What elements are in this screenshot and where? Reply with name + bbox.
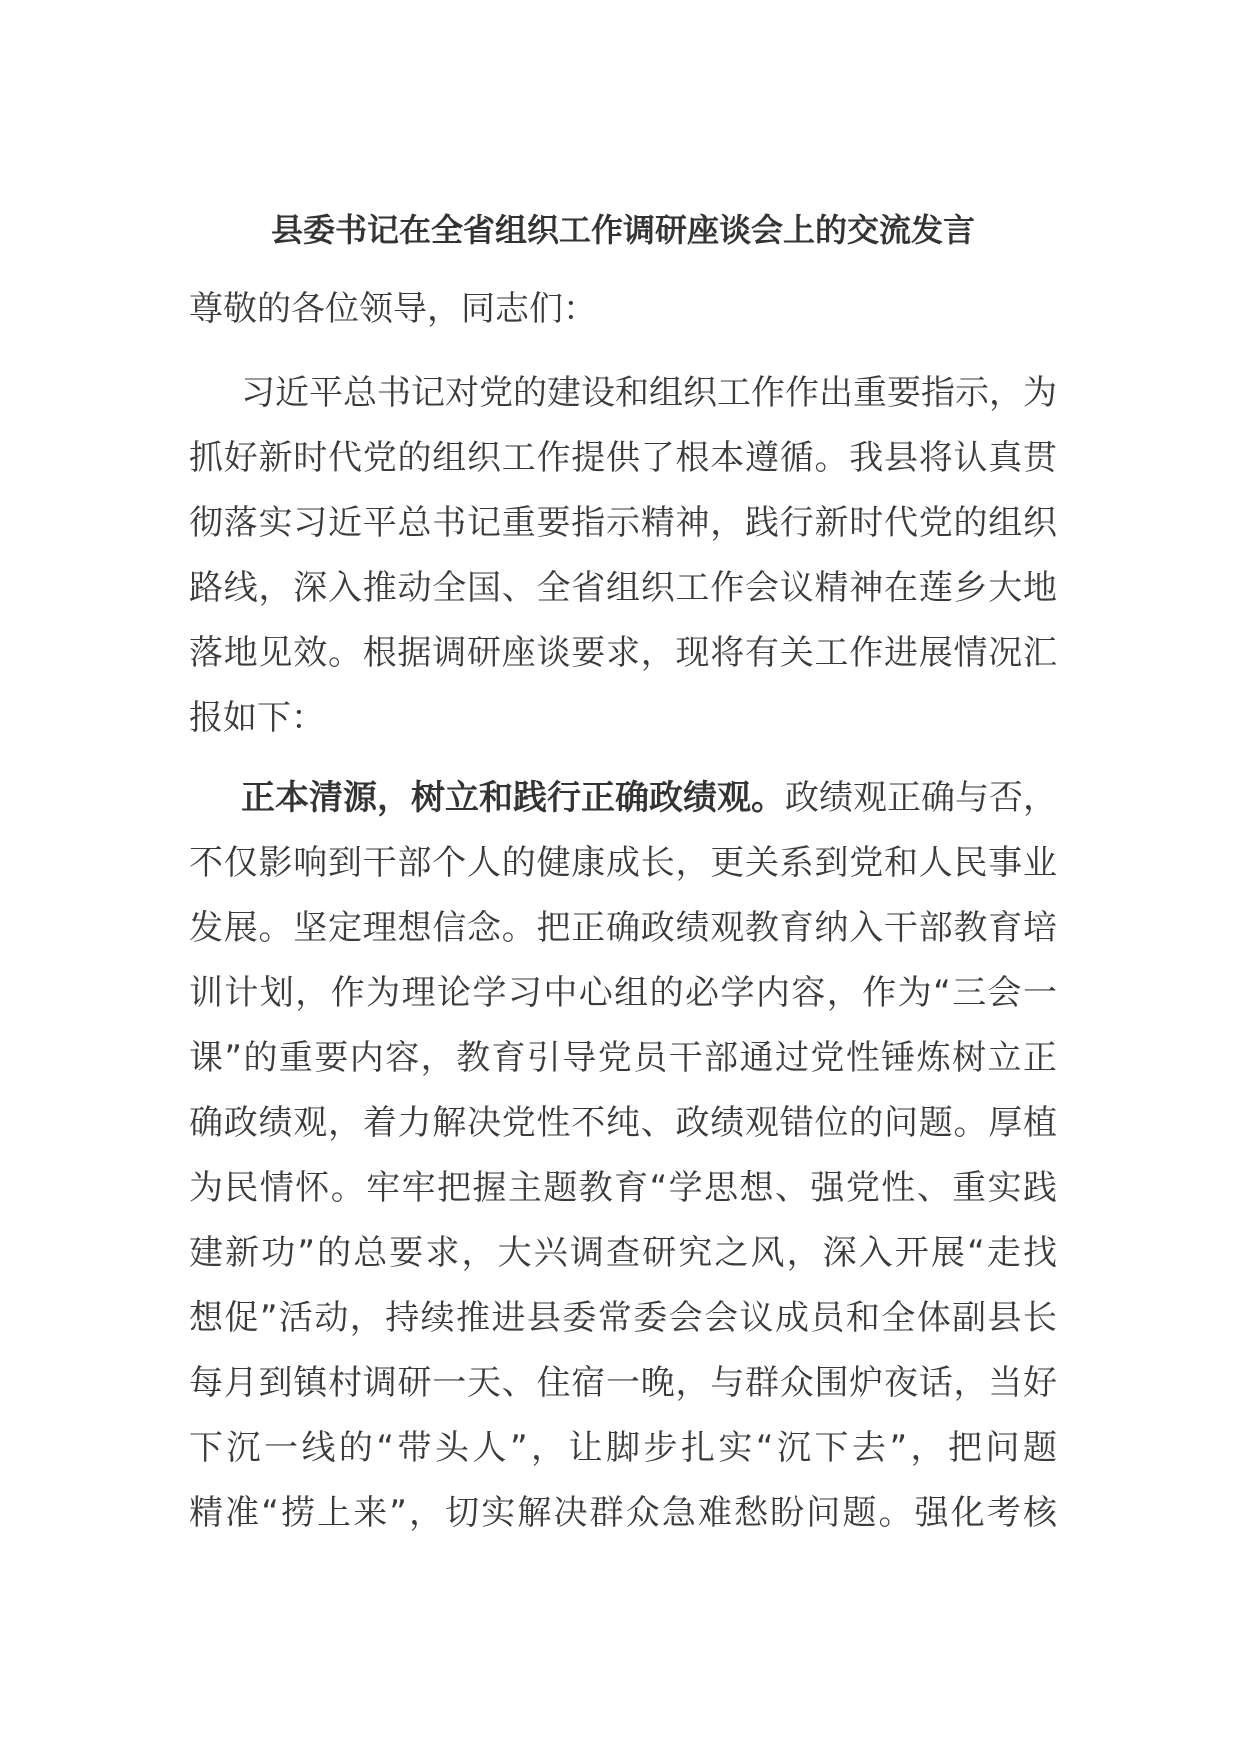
paragraph-line: 为民情怀。牢牢把握主题教育“学思想、强党性、重实践 [189,1168,1057,1208]
paragraph-line [189,766,1057,831]
paragraph-line: 发展。坚定理想信念。把正确政绩观教育纳入干部教育培 [189,908,1057,948]
paragraph-line: 不仅影响到干部个人的健康成长，更关系到党和人民事业 [189,843,1057,883]
paragraph-text: 政绩观正确与否， [785,778,1057,818]
paragraph-line: 报如下： [189,698,325,738]
paragraph-line: 彻落实习近平总书记重要指示精神，践行新时代党的组织 [189,503,1057,543]
paragraph-line: 建新功”的总要求，大兴调查研究之风，深入开展“走找 [189,1233,1057,1273]
section-heading: 正本清源，树立和践行正确政绩观。 [241,778,785,818]
paragraph-line: 习近平总书记对党的建设和组织工作作出重要指示，为 [241,373,1057,413]
paragraph-2 [189,766,1057,1546]
paragraph-line: 训计划，作为理论学习中心组的必学内容，作为“三会一 [189,973,1057,1013]
paragraph-line: 确政绩观，着力解决党性不纯、政绩观错位的问题。厚植 [189,1103,1057,1143]
paragraph-line: 路线，深入推动全国、全省组织工作会议精神在莲乡大地 [189,568,1057,608]
paragraph-line: 精准“捞上来”，切实解决群众急难愁盼问题。强化考核 [189,1493,1057,1533]
greeting [189,277,1057,342]
paragraph-line: 课”的重要内容，教育引导党员干部通过党性锤炼树立正 [189,1038,1057,1078]
paragraph-line: 想促”活动，持续推进县委常委会会议成员和全体副县长 [189,1298,1057,1338]
document-title: 县委书记在全省组织工作调研座谈会上的交流发言 [270,211,975,249]
paragraph-line: 落地见效。根据调研座谈要求，现将有关工作进展情况汇 [189,633,1057,673]
paragraph-1 [189,361,1057,751]
paragraph-line: 下沉一线的“带头人”，让脚步扎实“沉下去”，把问题 [189,1428,1057,1468]
greeting-text: 尊敬的各位领导，同志们： [189,289,597,329]
paragraph-line: 每月到镇村调研一天、住宿一晚，与群众围炉夜话，当好 [189,1363,1057,1403]
paragraph-line: 抓好新时代党的组织工作提供了根本遵循。我县将认真贯 [189,438,1057,478]
